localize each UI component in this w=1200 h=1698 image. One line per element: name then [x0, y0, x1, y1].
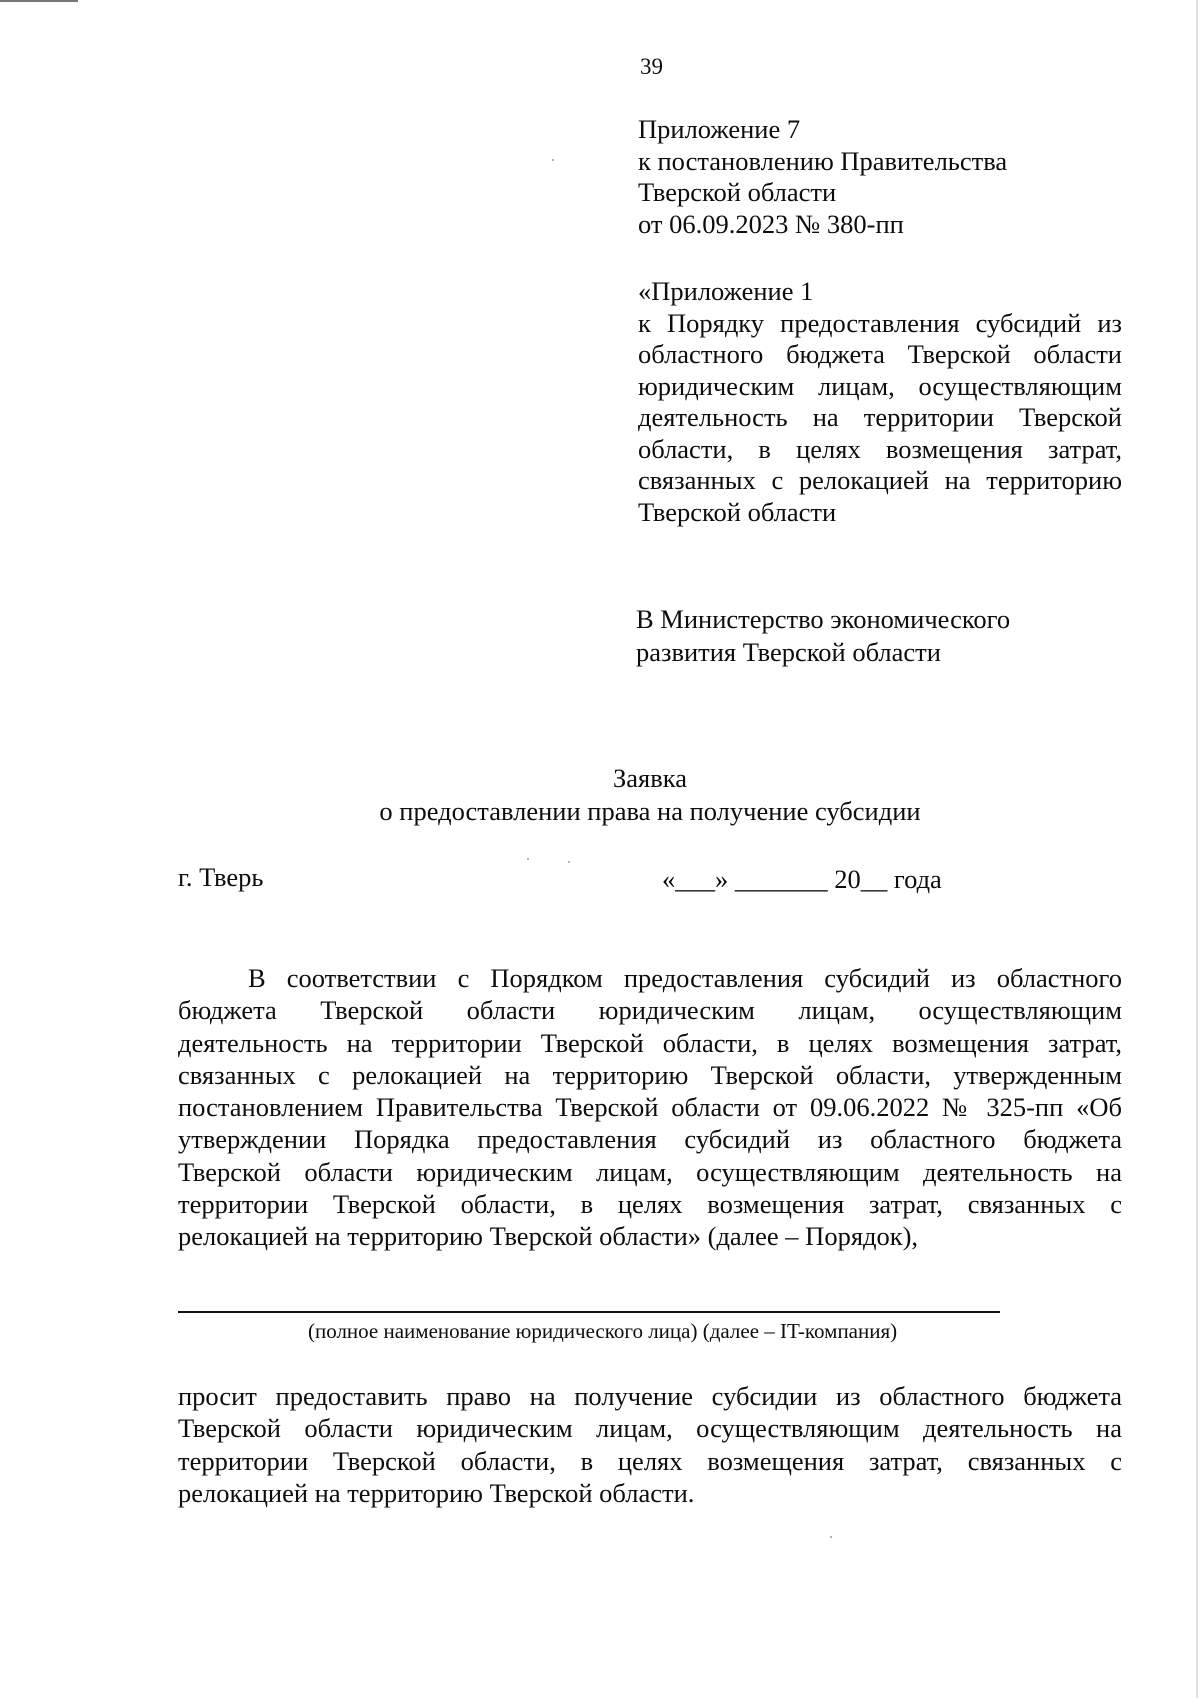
- appendix-1-line: Тверской области: [638, 496, 837, 527]
- paragraph-line: территории Тверской области, в целях возмещения затрат, связанных с: [178, 1445, 1122, 1476]
- scan-speck: [568, 861, 570, 863]
- appendix-1-line: связанных с релокацией на территорию: [638, 465, 1122, 495]
- paragraph-line: территории Тверской области, в целях возмещения затрат, связанных с: [178, 1189, 1122, 1220]
- paragraph-line: бюджета Тверской области юридическим лицам, осуществляющим: [178, 995, 1122, 1026]
- document-title: [0, 762, 1200, 828]
- appendix-1-line: области, в целях возмещения затрат,: [638, 433, 1122, 464]
- title-main: Заявка: [613, 763, 687, 793]
- paragraph-2: [178, 1380, 1122, 1509]
- scan-speck: [830, 1536, 832, 1538]
- scan-artifact-edge: [1196, 0, 1198, 1698]
- appendix-7-line: от 06.09.2023 № 380-пп: [638, 208, 904, 239]
- page-number: 39: [640, 54, 663, 79]
- addressee-line: развития Тверской области: [636, 637, 941, 667]
- appendix-1-line: деятельность на территории Тверской: [638, 402, 1122, 432]
- paragraph-line: утверждении Порядка предоставления субсидий из областного бюджета: [178, 1124, 1122, 1155]
- company-name-caption: (полное наименование юридического лица) (далее – IT-компания): [308, 1319, 898, 1343]
- appendix-7-header: [638, 114, 1122, 240]
- title-subtitle: о предоставлении права на получение субсидии: [379, 796, 921, 826]
- addressee-line: В Министерство экономического: [636, 604, 1011, 634]
- paragraph-line: релокацией на территорию Тверской области.: [178, 1477, 695, 1508]
- paragraph-1: [178, 962, 1122, 1253]
- addressee-block: [636, 603, 1010, 669]
- company-name-underline: [178, 1311, 1000, 1313]
- paragraph-line: релокацией на территорию Тверской области» (далее – Порядок),: [178, 1221, 919, 1252]
- scan-artifact-line: [0, 0, 78, 2]
- scan-speck: [552, 159, 554, 161]
- appendix-1-line: юридическим лицам, осуществляющим: [638, 370, 1122, 401]
- paragraph-line: связанных с релокацией на территорию Тверской области, утвержденным: [178, 1059, 1122, 1090]
- scan-speck: [527, 858, 529, 860]
- paragraph-line: В соответствии с Порядком предоставления субсидий из областного: [248, 963, 1122, 993]
- paragraph-line: просит предоставить право на получение субсидии из областного бюджета: [178, 1381, 1122, 1411]
- appendix-1-header: [638, 276, 1122, 528]
- paragraph-line: деятельность на территории Тверской области, в целях возмещения затрат,: [178, 1027, 1122, 1058]
- paragraph-line: постановлением Правительства Тверской области от 09.06.2022 № 325-пп «Об: [178, 1092, 1122, 1123]
- paragraph-line: Тверской области юридическим лицам, осуществляющим деятельность на: [178, 1413, 1122, 1444]
- date-placeholder: «___» _______ 20__ года: [662, 864, 942, 894]
- appendix-7-line: к постановлению Правительства: [638, 145, 1008, 176]
- appendix-7-line: Тверской области: [638, 177, 837, 207]
- city-label: г. Тверь: [178, 862, 264, 892]
- appendix-7-line: Приложение 7: [638, 114, 801, 144]
- appendix-1-line: областного бюджета Тверской области: [638, 339, 1122, 369]
- appendix-1-line: «Приложение 1: [638, 276, 814, 306]
- paragraph-line: Тверской области юридическим лицам, осуществляющим деятельность на: [178, 1156, 1122, 1187]
- appendix-1-line: к Порядку предоставления субсидий из: [638, 307, 1122, 338]
